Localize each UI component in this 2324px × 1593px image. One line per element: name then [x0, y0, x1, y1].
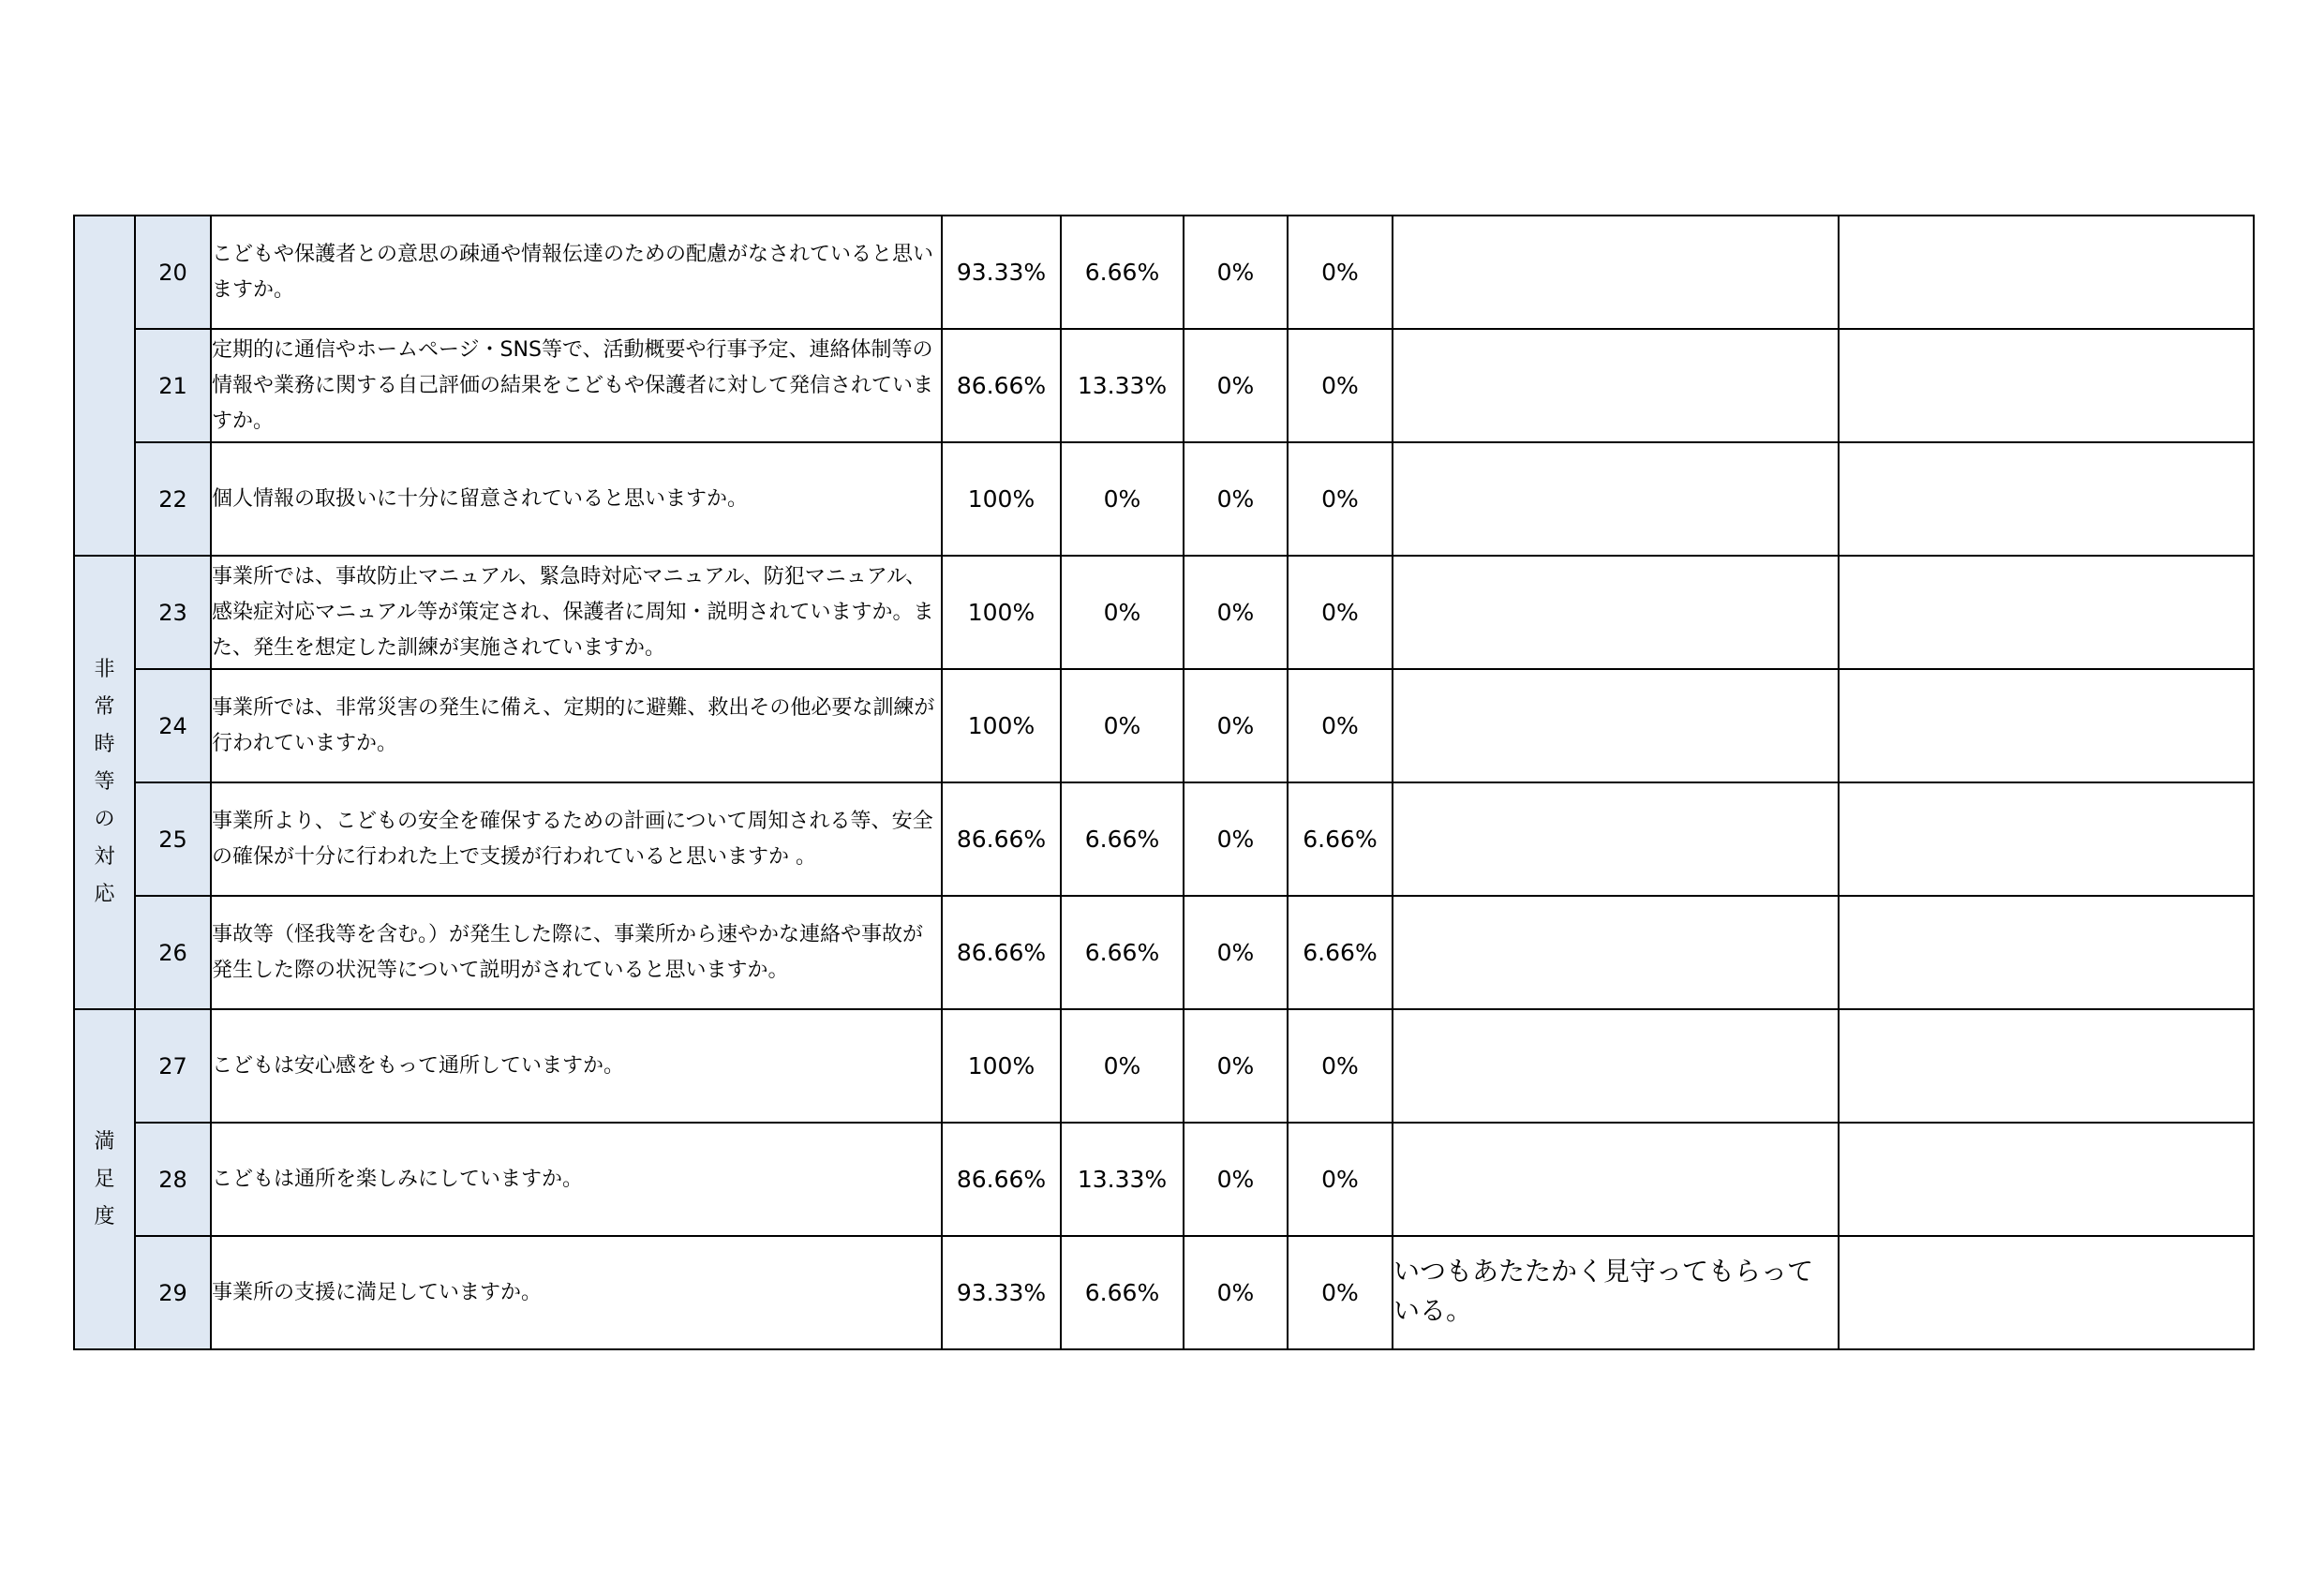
unknown-percent: 6.66% — [1288, 896, 1393, 1009]
yes-percent: 86.66% — [942, 329, 1061, 442]
no-percent: 0% — [1184, 669, 1288, 782]
question-number: 26 — [135, 896, 211, 1009]
question-number: 20 — [135, 216, 211, 329]
neutral-percent: 6.66% — [1061, 896, 1184, 1009]
yes-percent: 100% — [942, 669, 1061, 782]
table-row — [74, 1123, 2254, 1236]
comment-cell — [1393, 669, 1839, 782]
no-percent: 0% — [1184, 896, 1288, 1009]
question-number: 27 — [135, 1009, 211, 1123]
neutral-percent: 0% — [1061, 442, 1184, 556]
question-text: 定期的に通信やホームページ・SNS等で、活動概要や行事予定、連絡体制等の情報や業務に関する自己評価の結果をこどもや保護者に対して発信されていますか。 — [211, 329, 942, 442]
yes-percent: 93.33% — [942, 216, 1061, 329]
table-row — [74, 1009, 2254, 1123]
neutral-percent: 0% — [1061, 1009, 1184, 1123]
category-cell-emergency — [74, 556, 135, 1009]
question-number: 28 — [135, 1123, 211, 1236]
unknown-percent: 0% — [1288, 1009, 1393, 1123]
response-cell — [1839, 442, 2254, 556]
response-cell — [1839, 669, 2254, 782]
unknown-percent: 0% — [1288, 216, 1393, 329]
table-row — [74, 556, 2254, 669]
comment-cell — [1393, 442, 1839, 556]
no-percent: 0% — [1184, 782, 1288, 896]
table-row — [74, 216, 2254, 329]
response-cell — [1839, 1123, 2254, 1236]
neutral-percent: 6.66% — [1061, 782, 1184, 896]
no-percent: 0% — [1184, 1009, 1288, 1123]
category-label: 非常時等の対応 — [94, 658, 115, 906]
response-cell — [1839, 216, 2254, 329]
no-percent: 0% — [1184, 1236, 1288, 1349]
question-text: こどもや保護者との意思の疎通や情報伝達のための配慮がなされていると思いますか。 — [211, 216, 942, 329]
neutral-percent: 13.33% — [1061, 329, 1184, 442]
unknown-percent: 0% — [1288, 442, 1393, 556]
table-row — [74, 1236, 2254, 1349]
neutral-percent: 0% — [1061, 556, 1184, 669]
question-text: 事業所の支援に満足していますか。 — [211, 1236, 942, 1349]
response-cell — [1839, 896, 2254, 1009]
question-text: こどもは安心感をもって通所していますか。 — [211, 1009, 942, 1123]
table-row — [74, 329, 2254, 442]
question-text: こどもは通所を楽しみにしていますか。 — [211, 1123, 942, 1236]
table-row — [74, 896, 2254, 1009]
question-text: 事業所より、こどもの安全を確保するための計画について周知される等、安全の確保が十分に行われた上で支援が行われていると思いますか 。 — [211, 782, 942, 896]
comment-cell — [1393, 329, 1839, 442]
no-percent: 0% — [1184, 329, 1288, 442]
survey-results-table — [73, 215, 2255, 1350]
unknown-percent: 0% — [1288, 1236, 1393, 1349]
no-percent: 0% — [1184, 442, 1288, 556]
comment-cell — [1393, 556, 1839, 669]
question-number: 21 — [135, 329, 211, 442]
question-number: 22 — [135, 442, 211, 556]
unknown-percent: 0% — [1288, 1123, 1393, 1236]
response-cell — [1839, 556, 2254, 669]
category-label: 満足度 — [94, 1129, 115, 1228]
comment-cell — [1393, 216, 1839, 329]
response-cell — [1839, 329, 2254, 442]
response-cell — [1839, 782, 2254, 896]
yes-percent: 86.66% — [942, 1123, 1061, 1236]
question-text: 事故等（怪我等を含む。）が発生した際に、事業所から速やかな連絡や事故が発生した際の状況等について説明がされていると思いますか。 — [211, 896, 942, 1009]
comment-cell — [1393, 1009, 1839, 1123]
no-percent: 0% — [1184, 1123, 1288, 1236]
category-cell-previous — [74, 216, 135, 556]
question-number: 23 — [135, 556, 211, 669]
comment-cell — [1393, 896, 1839, 1009]
response-cell — [1839, 1236, 2254, 1349]
response-cell — [1839, 1009, 2254, 1123]
comment-cell: いつもあたたかく見守ってもらっている。 — [1393, 1236, 1839, 1349]
yes-percent: 100% — [942, 556, 1061, 669]
neutral-percent: 13.33% — [1061, 1123, 1184, 1236]
question-number: 25 — [135, 782, 211, 896]
neutral-percent: 6.66% — [1061, 1236, 1184, 1349]
yes-percent: 86.66% — [942, 896, 1061, 1009]
comment-cell — [1393, 1123, 1839, 1236]
unknown-percent: 6.66% — [1288, 782, 1393, 896]
table-row — [74, 442, 2254, 556]
yes-percent: 100% — [942, 442, 1061, 556]
no-percent: 0% — [1184, 556, 1288, 669]
neutral-percent: 0% — [1061, 669, 1184, 782]
question-number: 29 — [135, 1236, 211, 1349]
yes-percent: 86.66% — [942, 782, 1061, 896]
question-text: 個人情報の取扱いに十分に留意されていると思いますか。 — [211, 442, 942, 556]
question-text: 事業所では、事故防止マニュアル、緊急時対応マニュアル、防犯マニュアル、感染症対応マニュアル等が策定され、保護者に周知・説明されていますか。また、発生を想定した訓練が実施されていますか。 — [211, 556, 942, 669]
table-row — [74, 669, 2254, 782]
yes-percent: 100% — [942, 1009, 1061, 1123]
no-percent: 0% — [1184, 216, 1288, 329]
unknown-percent: 0% — [1288, 329, 1393, 442]
unknown-percent: 0% — [1288, 669, 1393, 782]
category-cell-satisfaction — [74, 1009, 135, 1349]
question-text: 事業所では、非常災害の発生に備え、定期的に避難、救出その他必要な訓練が行われていますか。 — [211, 669, 942, 782]
unknown-percent: 0% — [1288, 556, 1393, 669]
question-number: 24 — [135, 669, 211, 782]
table-row — [74, 782, 2254, 896]
comment-cell — [1393, 782, 1839, 896]
neutral-percent: 6.66% — [1061, 216, 1184, 329]
yes-percent: 93.33% — [942, 1236, 1061, 1349]
